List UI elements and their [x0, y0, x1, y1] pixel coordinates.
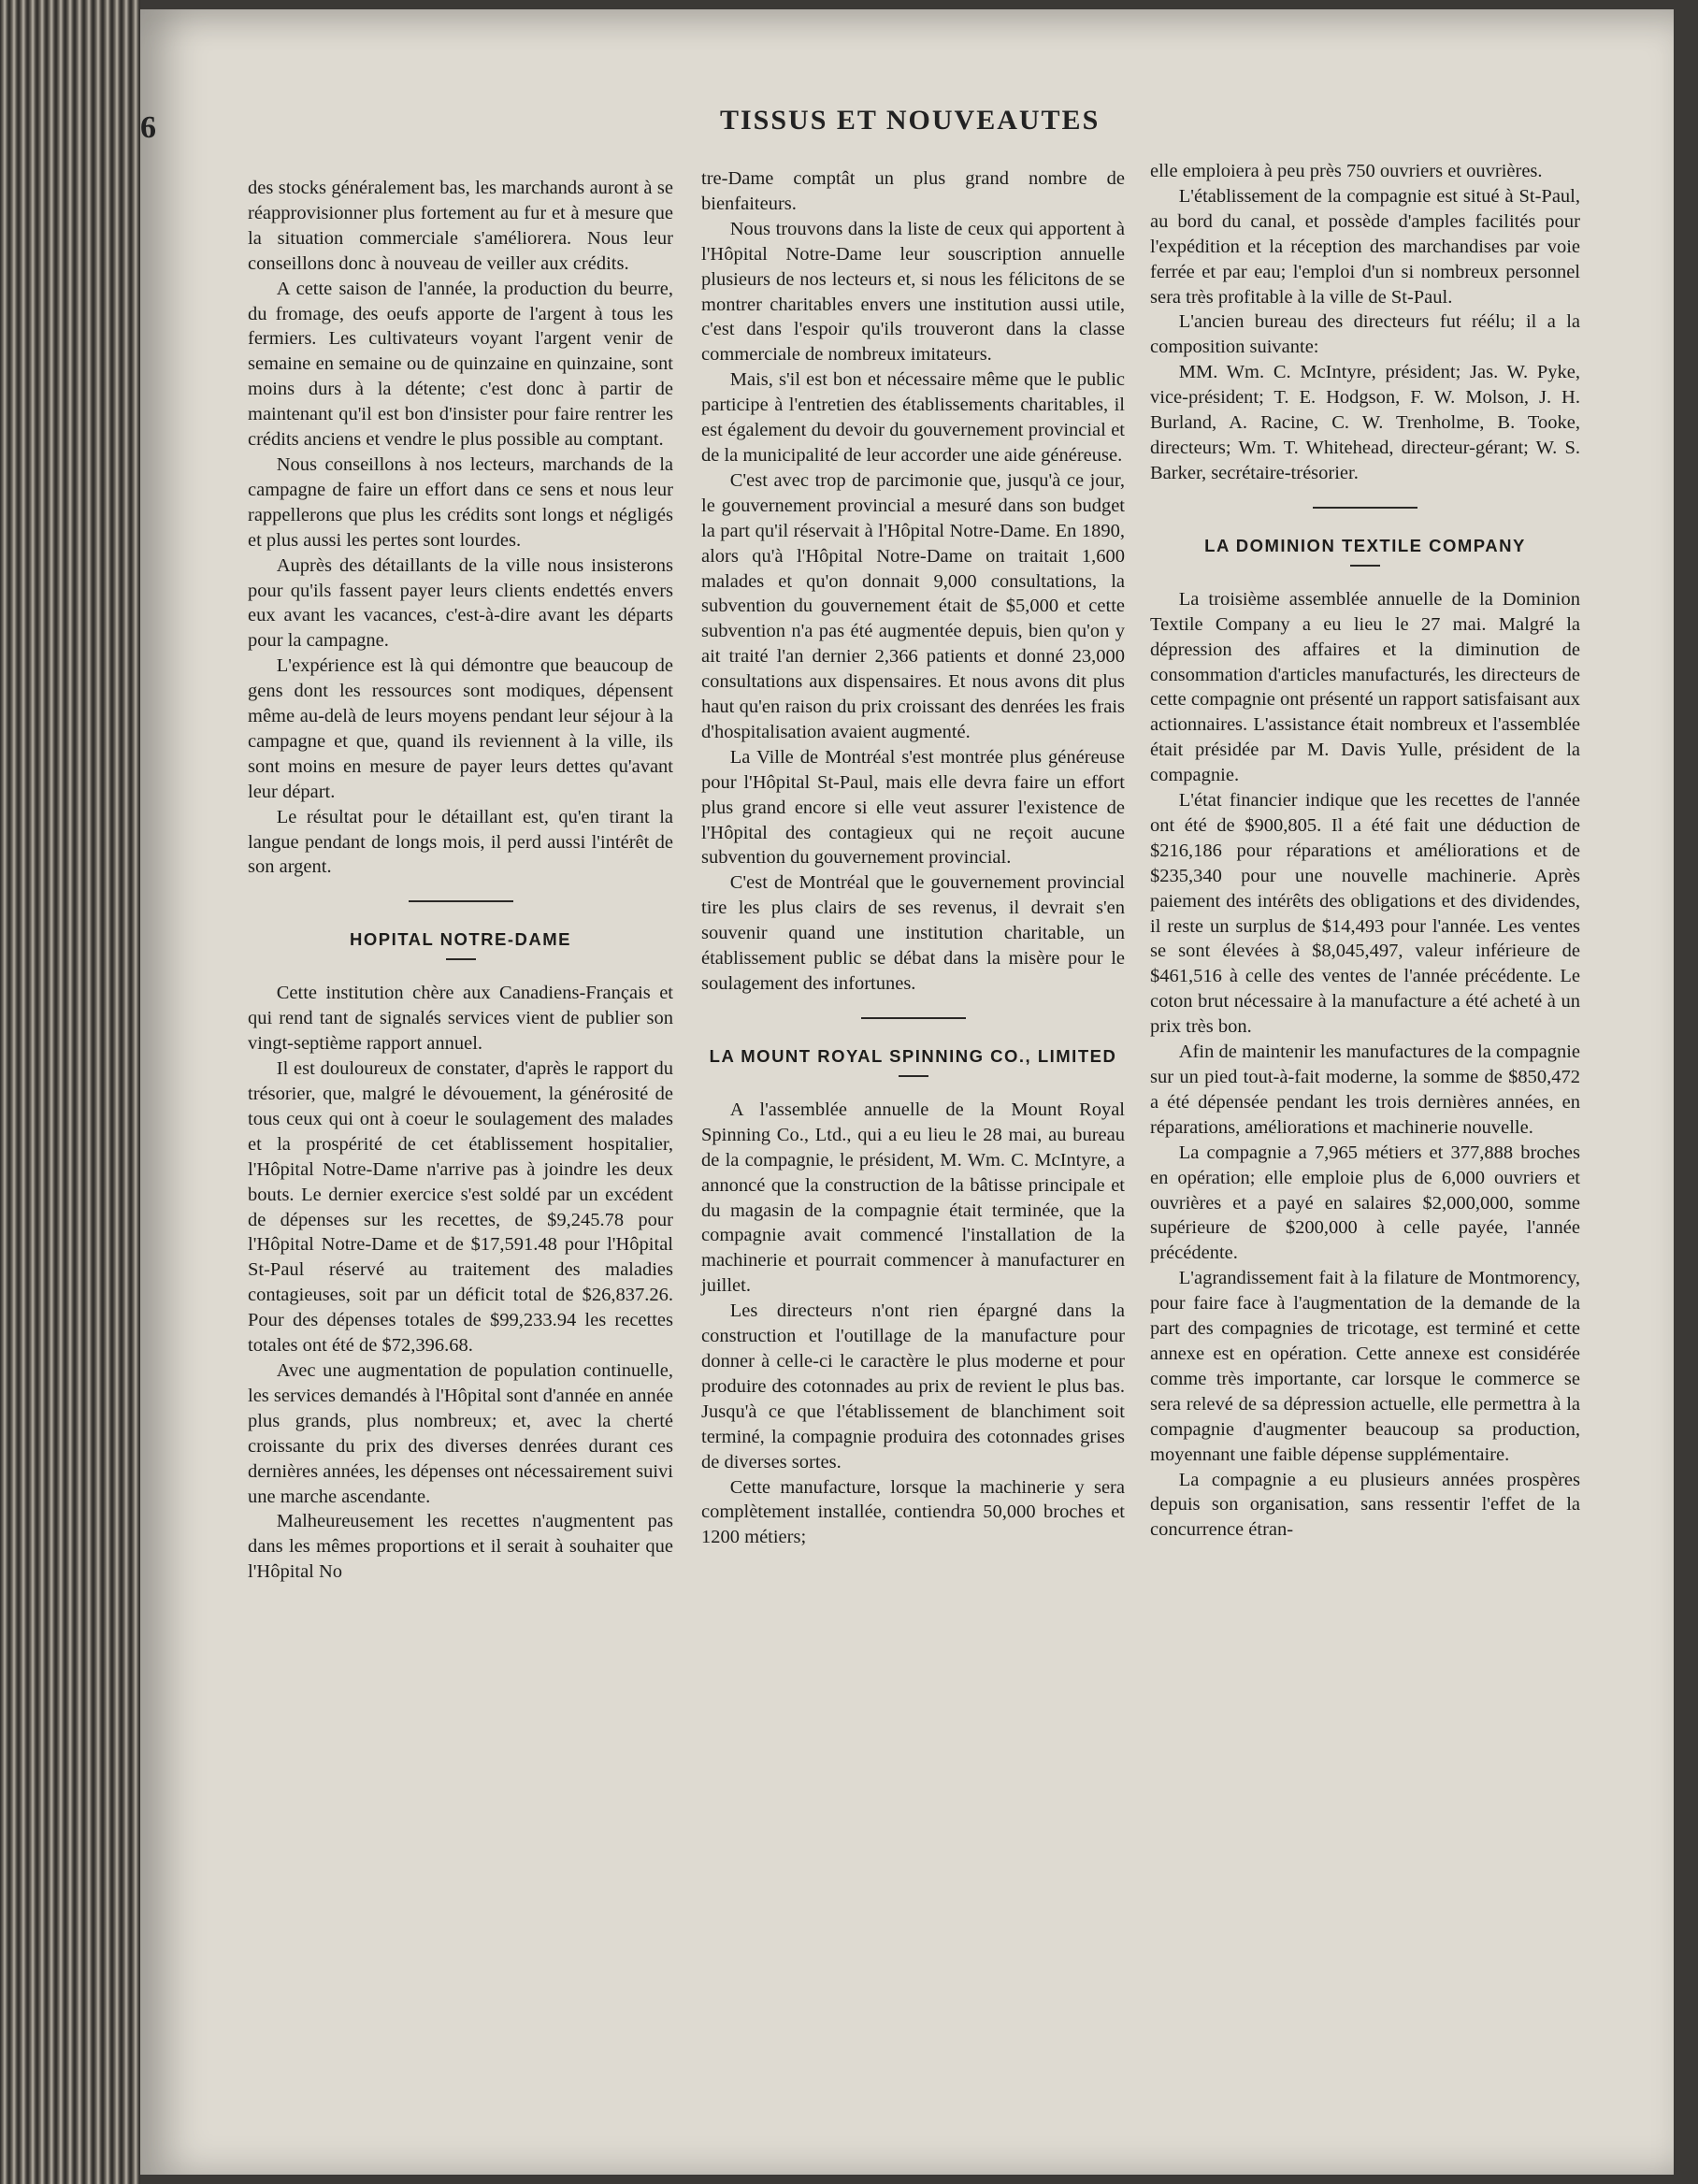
column-left [248, 176, 673, 1585]
section-heading-mount-royal: LA MOUNT ROYAL SPINNING CO., LIMITED [709, 1045, 1117, 1066]
section-divider [861, 1017, 966, 1019]
paragraph: Malheureusement les recettes n'augmentent pas dans les mêmes proportions et il serait à souhaiter que l'Hôpital No [248, 1511, 673, 1583]
page-number: 6 [140, 110, 156, 145]
paragraph: Afin de maintenir les manufactures de la compagnie sur un pied tout-à-fait moderne, la somme de $850,472 a été dépensée pendant les trois dernières années, en réparations, améliorations et machinerie nouvelle. [1150, 1042, 1580, 1138]
heading-underline [1350, 565, 1380, 567]
paragraph: Auprès des détaillants de la ville nous insisterons pour qu'ils fassent payer leurs clients endettés envers eux avant les vacances, c'est-à-dire avant les départs pour la campagne. [248, 554, 673, 652]
paragraph: La compagnie a 7,965 métiers et 377,888 broches en opération; elle emploie plus de 6,000 ouvriers et ouvrières et a payé en salaires $2,000,000, somme supérieure de $200,000 à celle payée, l'année précédente. [1150, 1142, 1580, 1264]
paragraph: Nous conseillons à nos lecteurs, marchands de la campagne de faire un effort dans ce sens et nous leur rappellerons que plus les crédits sont longs et négligés et plus aussi les pertes sont lourdes. [248, 453, 673, 551]
paragraph: Nous trouvons dans la liste de ceux qui apportent à l'Hôpital Notre-Dame leur souscription annuelle plusieurs de nos lecteurs et, si nous les félicitons de se montrer charitables envers une institution aussi utile, c'est dans l'espoir qu'ils trouveront dans la classe commerciale de nombreux imitateurs. [701, 218, 1125, 366]
paragraph: des stocks généralement bas, les marchands auront à se réapprovisionner plus fortement au fur et à mesure que la situation commerciale s'améliorera. Nous leur conseillons donc à nouveau de veiller aux crédits. [248, 178, 673, 274]
paragraph: Cette manufacture, lorsque la machinerie y sera complètement installée, contiendra 50,000 broches et 1200 métiers; [701, 1476, 1125, 1548]
paragraph: L'expérience est là qui démontre que beaucoup de gens dont les ressources sont modiques, dépensent même au-delà de leurs moyens pendant leur séjour à la campagne et que, quand ils reviennent à la ville, ils sont moins en mesure de payer leurs dettes qu'avant leur départ. [248, 655, 673, 802]
paragraph: L'établissement de la compagnie est situé à St-Paul, au bord du canal, et possède d'amples facilités pour l'expédition et la réception des marchandises par voie ferrée et par eau; l'emploi d'un si nombreux personnel sera très profitable à la ville de St-Paul. [1150, 185, 1580, 308]
paragraph: L'ancien bureau des directeurs fut réélu; il a la composition suivante: [1150, 311, 1580, 358]
section-divider [409, 900, 513, 902]
paragraph: C'est avec trop de parcimonie que, jusqu'à ce jour, le gouvernement provincial a mesuré dans son budget la part qu'il réservait à l'Hôpital Notre-Dame. En 1890, alors qu'à l'Hôpital Notre-Dame on traitait 1,600 malades et qu'on donnait 9,000 consultations, la subvention du gouvernement était de $5,000 et cette subvention n'a pas été augmentée depuis, bien qu'on y ait traité l'an dernier 2,366 patients et donné 23,000 consultations aux dispensaires. Et nous avons dit plus haut qu'en raison du prix croissant des denrées les frais d'hospitalisation avaient augmenté. [701, 469, 1125, 742]
paragraph: La troisième assemblée annuelle de la Dominion Textile Company a eu lieu le 27 mai. Malgré la dépression des affaires et la diminution de consommation d'articles manufacturés, les directeurs de cette compagnie ont présenté un rapport satisfaisant aux actionnaires. L'assistance était nombreux et l'assemblée était présidée par M. Davis Yulle, président de la compagnie. [1150, 588, 1580, 786]
section-heading-hopital: HOPITAL NOTRE-DAME [349, 929, 571, 950]
book-page-edges [0, 0, 140, 2184]
section-divider [1313, 507, 1417, 509]
paragraph: MM. Wm. C. McIntyre, président; Jas. W. Pyke, vice-président; T. E. Hodgson, F. W. Molson, J. H. Burland, A. Racine, C. W. Trenholme, B. Tooke, directeurs; Wm. T. Whitehead, directeur-gérant; W. S. Barker, secrétaire-trésorier. [1150, 362, 1580, 483]
paragraph: Il est douloureux de constater, d'après le rapport du trésorier, que, malgré le dévouement, la générosité de tous ceux qui ont à coeur le soulagement des malades et la prospérité de cet établissement hospitalier, l'Hôpital Notre-Dame n'arrive pas à joindre les deux bouts. Le dernier exercice s'est soldé par un excédent de dépenses sur les recettes, de $9,245.78 pour l'Hôpital Notre-Dame et de $17,591.48 pour l'Hôpital St-Paul réservé au traitement des maladies contagieuses, soit par un déficit total de $26,837.26. Pour des dépenses totales de $99,233.94 les recettes totales ont été de $72,396.68. [248, 1058, 673, 1357]
heading-underline [899, 1075, 928, 1077]
paragraph: A cette saison de l'année, la production du beurre, du fromage, des oeufs apporte de l'argent à tous les fermiers. Les cultivateurs voyant l'argent venir de semaine en semaine ou de quinzaine en quinzaine, sont moins durs à la détente; c'est donc à partir de maintenant qu'il est bon d'insister pour faire rentrer les crédits anciens et vendre le plus possible au comptant. [248, 278, 673, 451]
paragraph: tre-Dame comptât un plus grand nombre de bienfaiteurs. [701, 168, 1125, 214]
paragraph: La Ville de Montréal s'est montrée plus généreuse pour l'Hôpital St-Paul, mais elle devra faire un effort plus grand encore si elle veut assurer l'existence de l'Hôpital des contagieux qui ne reçoit aucune subvention du gouvernement provincial. [701, 746, 1125, 869]
paragraph: A l'assemblée annuelle de la Mount Royal Spinning Co., Ltd., qui a eu lieu le 28 mai, au bureau de la compagnie, le président, M. Wm. C. McIntyre, a annoncé que la construction de la bâtisse principale et du magasin de la compagnie était terminée, que la compagnie avait commencé l'installation de la machinerie et pourrait commencer à manufacturer en juillet. [701, 1099, 1125, 1297]
paragraph: Les directeurs n'ont rien épargné dans la construction et l'outillage de la manufacture pour donner à celle-ci le caractère le plus moderne et pour produire des cotonnades au prix de revient le plus bas. Jusqu'à ce que l'établissement de blanchiment soit terminé, la compagnie produira des cotonnades grises de diverses sortes. [701, 1300, 1125, 1473]
paragraph: Cette institution chère aux Canadiens-Français et qui rend tant de signalés services vient de publier son vingt-septième rapport annuel. [248, 983, 673, 1055]
paragraph: L'agrandissement fait à la filature de Montmorency, pour faire face à l'augmentation de la demande de la part des compagnies de tricotage, est terminé et cette annexe est en opération. Cette annexe est considérée comme très importante, car lorsque le commerce se sera relevé de sa dépression actuelle, elle permettra à la compagnie d'augmenter beaucoup sa production, moyennant une faible dépense supplémentaire. [1150, 1268, 1580, 1465]
paragraph: elle emploiera à peu près 750 ouvriers et ouvrières. [1150, 161, 1543, 181]
section-heading-dominion-textile: LA DOMINION TEXTILE COMPANY [1204, 535, 1526, 555]
paragraph: Le résultat pour le détaillant est, qu'en tirant la langue pendant de longs mois, il perd aussi l'intérêt de son argent. [248, 806, 673, 878]
column-right [1150, 159, 1580, 1543]
paragraph: Mais, s'il est bon et nécessaire même que le public participe à l'entretien des établissements charitables, il est également du devoir du gouvernement provincial et de la municipalité de leur accorder une aide généreuse. [701, 369, 1125, 466]
paragraph: L'état financier indique que les recettes de l'année ont été de $900,805. Il a été fait une déduction de $216,186 pour réparations et améliorations et de $235,340 pour une nouvelle machinerie. Après paiement des intérêts des obligations et des dividendes, il reste un surplus de $14,493 pour l'année. Les ventes se sont élevées à $8,045,497, valeur inférieure de $461,516 à celle des ventes de l'année précédente. Le coton brut nécessaire à la manufacture a été acheté à un prix très bon. [1150, 790, 1580, 1038]
paragraph: C'est de Montréal que le gouvernement provincial tire les plus clairs de ses revenus, il devrait s'en souvenir quand une institution charitable, un établissement public se débat dans la misère pour le soulagement des infortunes. [701, 872, 1125, 994]
paragraph: La compagnie a eu plusieurs années prospères depuis son organisation, sans ressentir l'effet de la concurrence étran- [1150, 1469, 1580, 1541]
heading-underline [446, 958, 476, 960]
paragraph: Avec une augmentation de population continuelle, les services demandés à l'Hôpital sont d'année en année plus grands, plus nombreux; et, avec la cherté croissante du prix des diverses denrées durant ces dernières années, les dépenses ont nécessairement suivi une marche ascendante. [248, 1359, 673, 1507]
running-title: TISSUS ET NOUVEAUTES [720, 105, 1101, 136]
column-middle [701, 166, 1125, 1550]
